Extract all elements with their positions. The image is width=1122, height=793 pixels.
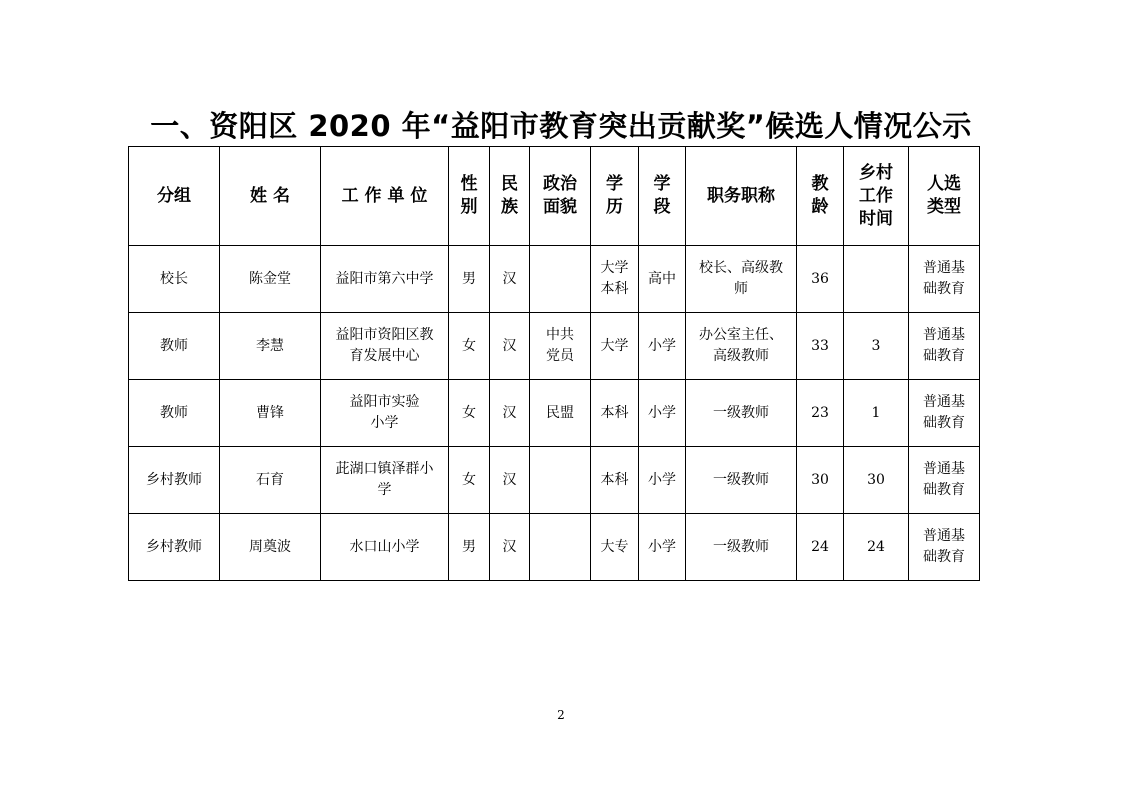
cell-name: 李慧 <box>220 313 321 380</box>
candidate-table <box>128 146 980 581</box>
cell-rural-years: 30 <box>844 447 909 514</box>
header-position-title: 职务职称 <box>686 147 797 246</box>
cell-ethnicity: 汉 <box>490 447 530 514</box>
cell-gender: 男 <box>449 246 490 313</box>
cell-teaching-years: 30 <box>797 447 844 514</box>
cell-school-level: 高中 <box>639 246 686 313</box>
cell-workplace: 茈湖口镇泽群小 学 <box>321 447 449 514</box>
cell-education: 大学 本科 <box>591 246 639 313</box>
table-row <box>129 246 980 313</box>
cell-group: 乡村教师 <box>129 447 220 514</box>
page-title: 一、资阳区 2020 年“益阳市教育突出贡献奖”候选人情况公示 <box>150 109 972 143</box>
cell-group: 校长 <box>129 246 220 313</box>
cell-school-level: 小学 <box>639 380 686 447</box>
header-school-level: 学 段 <box>639 147 686 246</box>
cell-candidate-type: 普通基 础教育 <box>909 313 980 380</box>
header-name: 姓 名 <box>220 147 321 246</box>
cell-workplace: 益阳市第六中学 <box>321 246 449 313</box>
header-gender: 性 别 <box>449 147 490 246</box>
cell-gender: 女 <box>449 380 490 447</box>
cell-rural-years: 1 <box>844 380 909 447</box>
cell-position-title: 一级教师 <box>686 380 797 447</box>
cell-teaching-years: 24 <box>797 514 844 581</box>
cell-political-status <box>530 514 591 581</box>
cell-name: 曹锋 <box>220 380 321 447</box>
cell-rural-years: 3 <box>844 313 909 380</box>
cell-group: 教师 <box>129 313 220 380</box>
cell-school-level: 小学 <box>639 313 686 380</box>
page-number: 2 <box>557 708 565 722</box>
cell-education: 大专 <box>591 514 639 581</box>
cell-education: 本科 <box>591 380 639 447</box>
header-political-status: 政治 面貌 <box>530 147 591 246</box>
cell-school-level: 小学 <box>639 514 686 581</box>
cell-workplace: 益阳市实验 小学 <box>321 380 449 447</box>
cell-ethnicity: 汉 <box>490 246 530 313</box>
cell-political-status <box>530 447 591 514</box>
table-row <box>129 447 980 514</box>
cell-political-status: 中共 党员 <box>530 313 591 380</box>
cell-candidate-type: 普通基 础教育 <box>909 514 980 581</box>
cell-teaching-years: 33 <box>797 313 844 380</box>
table-row <box>129 313 980 380</box>
header-group: 分组 <box>129 147 220 246</box>
cell-candidate-type: 普通基 础教育 <box>909 380 980 447</box>
header-education: 学 历 <box>591 147 639 246</box>
header-rural-years: 乡村 工作 时间 <box>844 147 909 246</box>
cell-name: 周奠波 <box>220 514 321 581</box>
cell-teaching-years: 23 <box>797 380 844 447</box>
cell-education: 本科 <box>591 447 639 514</box>
cell-position-title: 一级教师 <box>686 514 797 581</box>
cell-workplace: 水口山小学 <box>321 514 449 581</box>
cell-group: 教师 <box>129 380 220 447</box>
cell-candidate-type: 普通基 础教育 <box>909 246 980 313</box>
cell-name: 陈金堂 <box>220 246 321 313</box>
cell-position-title: 校长、高级教 师 <box>686 246 797 313</box>
table-row <box>129 514 980 581</box>
cell-ethnicity: 汉 <box>490 514 530 581</box>
cell-name: 石育 <box>220 447 321 514</box>
cell-group: 乡村教师 <box>129 514 220 581</box>
cell-workplace: 益阳市资阳区教 育发展中心 <box>321 313 449 380</box>
header-workplace: 工 作 单 位 <box>321 147 449 246</box>
header-teaching-years: 教 龄 <box>797 147 844 246</box>
cell-candidate-type: 普通基 础教育 <box>909 447 980 514</box>
cell-school-level: 小学 <box>639 447 686 514</box>
cell-rural-years: 24 <box>844 514 909 581</box>
cell-gender: 女 <box>449 447 490 514</box>
table-row <box>129 380 980 447</box>
table-header-row <box>129 147 980 246</box>
cell-position-title: 办公室主任、 高级教师 <box>686 313 797 380</box>
header-ethnicity: 民 族 <box>490 147 530 246</box>
cell-position-title: 一级教师 <box>686 447 797 514</box>
cell-ethnicity: 汉 <box>490 380 530 447</box>
cell-education: 大学 <box>591 313 639 380</box>
cell-gender: 女 <box>449 313 490 380</box>
cell-teaching-years: 36 <box>797 246 844 313</box>
cell-gender: 男 <box>449 514 490 581</box>
header-candidate-type: 人选 类型 <box>909 147 980 246</box>
cell-rural-years <box>844 246 909 313</box>
cell-ethnicity: 汉 <box>490 313 530 380</box>
cell-political-status <box>530 246 591 313</box>
cell-political-status: 民盟 <box>530 380 591 447</box>
